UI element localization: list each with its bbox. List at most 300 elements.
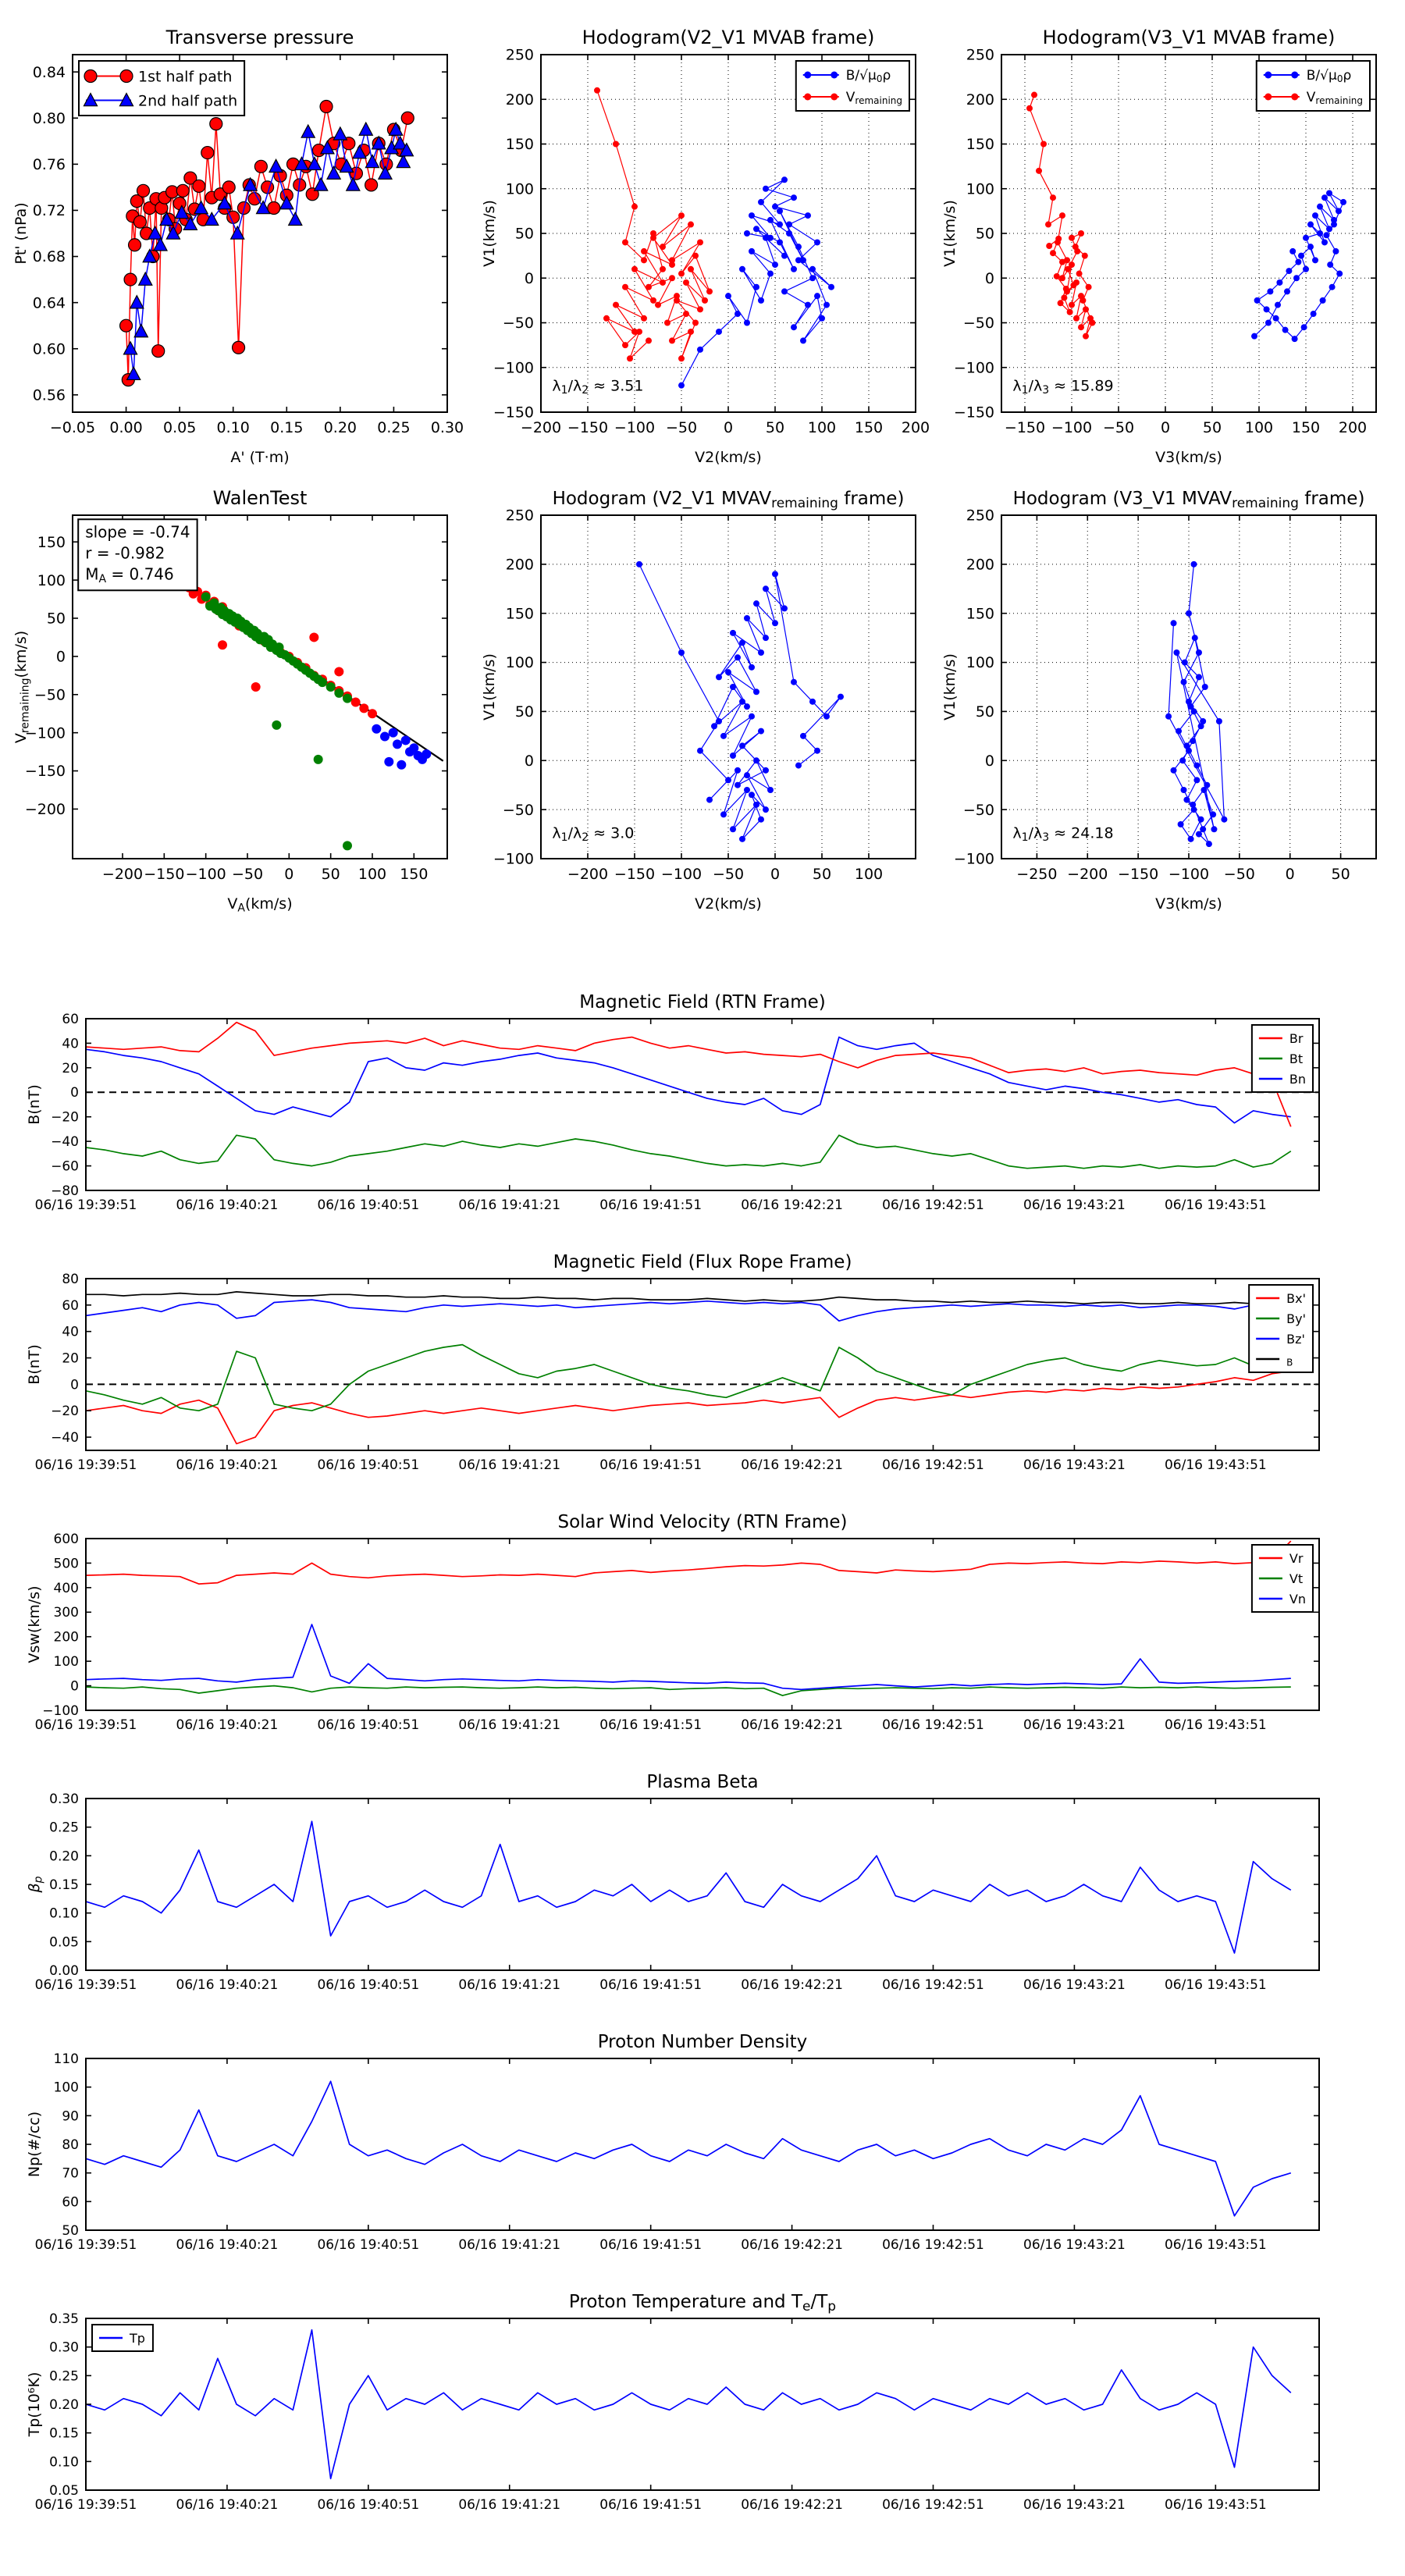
legend-label: B: [1286, 1357, 1293, 1368]
legend-label: Vn: [1289, 1591, 1306, 1606]
hodogram-v3-v1-mvav-xlabel: V3(km/s): [1155, 895, 1222, 913]
hodogram-v3-v1-mvab-ylabel: V1(km/s): [941, 200, 959, 267]
series-2nd half path: [130, 130, 407, 374]
hodogram-v2-v1-mvab-xlabel: V2(km/s): [695, 449, 762, 466]
x-tick-label: 06/16 19:43:21: [1023, 1977, 1126, 1993]
series-Bn: [86, 1037, 1291, 1123]
y-tick-label: 0.30: [49, 1791, 79, 1807]
magnetic-field-flux-rope-series: [86, 1292, 1291, 1444]
x-tick-label: 06/16 19:43:21: [1023, 1197, 1126, 1213]
y-tick-label: −100: [953, 850, 994, 868]
proton-number-density-series: [86, 2081, 1291, 2215]
solar-wind-velocity-legend: [1252, 1545, 1313, 1612]
y-tick-label: 0.20: [49, 2396, 79, 2413]
y-tick-label: 0.25: [49, 1820, 79, 1836]
y-tick-label: 50: [62, 2222, 79, 2239]
legend-label: Bx': [1286, 1290, 1306, 1306]
hodogram-v3-v1-mvab-series: [1026, 92, 1346, 343]
x-tick-label: 0.10: [216, 419, 250, 436]
markers-V remaining: [1026, 92, 1095, 340]
y-tick-label: 60: [62, 1297, 79, 1314]
series-Vr: [86, 1541, 1291, 1584]
x-tick-label: −100: [1168, 866, 1210, 883]
hodogram-v2-v1-mvav-series: [636, 561, 844, 842]
y-tick-label: 200: [505, 91, 534, 109]
y-tick-label: −60: [51, 1158, 79, 1175]
x-tick-label: −50: [712, 866, 745, 883]
x-tick-label: 06/16 19:40:51: [317, 2237, 420, 2253]
x-tick-label: 06/16 19:42:21: [741, 1977, 843, 1993]
hodogram-v2-v1-mvab-title: Hodogram(V2_V1 MVAB frame): [582, 27, 875, 48]
hodogram-v3-v1-mvav-annotation: λ1/λ3 ≈ 24.18: [1012, 824, 1114, 844]
proton-number-density-title: Proton Number Density: [597, 2032, 808, 2052]
y-tick-label: −100: [493, 850, 534, 868]
y-tick-label: 50: [975, 225, 994, 243]
y-tick-label: 0: [55, 648, 66, 666]
y-tick-label: −100: [24, 724, 66, 742]
x-tick-label: 06/16 19:41:21: [458, 1717, 561, 1733]
y-tick-label: 110: [53, 2051, 79, 2067]
y-tick-label: −50: [34, 686, 66, 704]
x-tick-label: 100: [854, 866, 884, 883]
plasma-beta-ylabel: βp: [26, 1876, 45, 1893]
y-tick-label: −200: [24, 801, 66, 819]
y-tick-label: 250: [505, 46, 534, 64]
x-tick-label: 06/16 19:42:51: [882, 2497, 984, 2513]
y-tick-label: −20: [51, 1404, 79, 1420]
x-tick-label: 150: [1291, 419, 1321, 436]
y-tick-label: 40: [62, 1324, 79, 1340]
y-tick-label: 250: [505, 507, 534, 525]
x-tick-label: 150: [400, 866, 429, 883]
y-tick-label: 50: [514, 225, 534, 243]
x-tick-label: −250: [1016, 866, 1058, 883]
magnetic-field-flux-rope-legend: [1249, 1285, 1313, 1372]
series-B/√μ0ρ: [681, 180, 831, 385]
y-tick-label: 80: [62, 2137, 79, 2153]
x-tick-label: 06/16 19:40:21: [176, 2497, 279, 2513]
magnetic-field-rtn-series: [86, 1023, 1291, 1169]
x-tick-label: −200: [567, 866, 609, 883]
y-tick-label: 60: [62, 2194, 79, 2211]
walen-test-series: [164, 571, 443, 850]
legend-label: Bz': [1286, 1331, 1305, 1347]
x-tick-label: 06/16 19:40:21: [176, 1977, 279, 1993]
y-tick-label: 600: [53, 1531, 79, 1547]
legend-label: By': [1286, 1311, 1306, 1326]
x-tick-label: 06/16 19:42:51: [882, 1457, 984, 1473]
y-tick-label: 150: [966, 136, 994, 154]
x-tick-label: 06/16 19:43:21: [1023, 1717, 1126, 1733]
x-tick-label: −50: [1223, 866, 1255, 883]
hodogram-v2-v1-mvab-ylabel: V1(km/s): [481, 200, 498, 267]
x-tick-label: −150: [614, 866, 656, 883]
markers-1st half path: [120, 100, 414, 386]
x-tick-label: 50: [812, 866, 832, 883]
series-Bt: [86, 1135, 1291, 1168]
legend-label: Vremaining: [1306, 90, 1363, 107]
x-tick-label: 0: [723, 419, 734, 436]
x-tick-label: 06/16 19:41:21: [458, 1197, 561, 1213]
series-Np: [86, 2081, 1291, 2215]
y-tick-label: 0: [984, 269, 994, 287]
magnetic-field-flux-rope-ylabel: B(nT): [26, 1344, 43, 1385]
y-tick-label: 50: [46, 610, 66, 628]
x-tick-label: 06/16 19:41:51: [599, 2237, 702, 2253]
x-tick-label: 100: [357, 866, 387, 883]
y-tick-label: 0: [984, 752, 994, 770]
x-tick-label: −150: [1118, 866, 1159, 883]
solar-wind-velocity-series: [86, 1541, 1291, 1695]
y-tick-label: 50: [514, 703, 534, 721]
y-tick-label: 0.76: [32, 156, 66, 174]
x-tick-label: 06/16 19:40:21: [176, 2237, 279, 2253]
y-tick-label: 0.05: [49, 2482, 79, 2499]
x-tick-label: 06/16 19:43:51: [1164, 1197, 1267, 1213]
transverse-pressure-xlabel: A' (T·m): [230, 449, 290, 466]
x-tick-label: 06/16 19:41:21: [458, 1457, 561, 1473]
y-tick-label: 0: [524, 269, 534, 287]
y-tick-label: 0.15: [49, 1877, 79, 1893]
hodogram-v2-v1-mvab-chart: [475, 6, 943, 494]
hodogram-v3-v1-mvab-title: Hodogram(V3_V1 MVAB frame): [1042, 27, 1336, 48]
x-tick-label: 0.00: [109, 419, 143, 436]
hodogram-v3-v1-mvav-chart: [935, 461, 1403, 945]
solar-wind-velocity-title: Solar Wind Velocity (RTN Frame): [557, 1512, 848, 1532]
x-tick-label: 06/16 19:43:21: [1023, 2497, 1126, 2513]
hodogram-v2-v1-mvav-title: Hodogram (V2_V1 MVAVremaining frame): [552, 489, 905, 512]
series-B/√μ0ρ: [1168, 564, 1224, 844]
magnetic-field-rtn-title: Magnetic Field (RTN Frame): [579, 992, 826, 1012]
x-tick-label: 150: [854, 419, 884, 436]
x-tick-label: 0: [1285, 866, 1295, 883]
y-tick-label: 0.84: [32, 63, 66, 81]
x-tick-label: −100: [660, 866, 702, 883]
hodogram-v3-v1-mvav-ylabel: V1(km/s): [941, 653, 959, 720]
y-tick-label: 100: [53, 1654, 79, 1670]
x-tick-label: 200: [901, 419, 930, 436]
series-Vn: [86, 1624, 1291, 1689]
magnetic-field-flux-rope-title: Magnetic Field (Flux Rope Frame): [553, 1252, 852, 1272]
x-tick-label: 06/16 19:41:51: [599, 1457, 702, 1473]
x-tick-label: 06/16 19:39:51: [34, 1717, 137, 1733]
x-tick-label: 06/16 19:43:51: [1164, 2497, 1267, 2513]
x-tick-label: 06/16 19:40:51: [317, 1717, 420, 1733]
x-tick-label: −150: [567, 419, 609, 436]
y-tick-label: −50: [502, 315, 534, 333]
markers-B/√μ0ρ: [1165, 561, 1227, 847]
hodogram-v3-v1-mvab-xlabel: V3(km/s): [1155, 449, 1222, 466]
x-tick-label: 06/16 19:42:51: [882, 2237, 984, 2253]
series-Tp: [86, 2330, 1291, 2479]
series-Vt: [86, 1686, 1291, 1696]
solar-wind-velocity-chart: [0, 1503, 1405, 1745]
x-tick-label: 06/16 19:39:51: [34, 2497, 137, 2513]
y-tick-label: 0.72: [32, 202, 66, 220]
x-tick-label: −0.05: [49, 419, 96, 436]
x-tick-label: 06/16 19:42:51: [882, 1717, 984, 1733]
x-tick-label: 50: [1202, 419, 1222, 436]
hodogram-v3-v1-mvav-title: Hodogram (V3_V1 MVAVremaining frame): [1012, 489, 1365, 512]
x-tick-label: 06/16 19:41:21: [458, 1977, 561, 1993]
hodogram-v2-v1-mvav-annotation: λ1/λ2 ≈ 3.0: [552, 824, 635, 844]
y-tick-label: 0.10: [49, 2454, 79, 2471]
y-tick-label: 250: [966, 46, 994, 64]
y-tick-label: 0.64: [32, 294, 66, 312]
markers-B/√μ0ρ: [636, 561, 844, 842]
y-tick-label: 150: [505, 136, 534, 154]
proton-temperature-chart: [0, 2283, 1405, 2525]
x-tick-label: 100: [807, 419, 837, 436]
legend-label: Bn: [1289, 1071, 1306, 1087]
x-tick-label: −100: [185, 866, 226, 883]
y-tick-label: 200: [966, 91, 994, 109]
y-tick-label: 80: [62, 1271, 79, 1287]
x-tick-label: −150: [144, 866, 185, 883]
series-By': [86, 1345, 1291, 1411]
y-tick-label: −50: [502, 801, 534, 819]
magnetic-field-rtn-chart: [0, 984, 1405, 1226]
x-tick-label: −50: [1102, 419, 1135, 436]
y-tick-label: 0: [70, 1377, 79, 1393]
y-tick-label: 0.00: [49, 1962, 79, 1979]
x-tick-label: 06/16 19:42:51: [882, 1197, 984, 1213]
y-tick-label: 20: [62, 1060, 79, 1076]
y-tick-label: −40: [51, 1134, 79, 1151]
y-tick-label: 100: [966, 180, 994, 198]
y-tick-label: 0.60: [32, 340, 66, 358]
x-tick-label: 0.25: [377, 419, 411, 436]
x-tick-label: −200: [1067, 866, 1108, 883]
y-tick-label: 150: [505, 605, 534, 623]
y-tick-label: −100: [42, 1703, 79, 1719]
y-tick-label: 100: [505, 180, 534, 198]
y-tick-label: −50: [962, 801, 994, 819]
plasma-beta-title: Plasma Beta: [646, 1772, 759, 1792]
series-Bx': [86, 1372, 1291, 1444]
x-tick-label: 06/16 19:41:51: [599, 1977, 702, 1993]
axes-frame: [86, 2058, 1319, 2230]
x-tick-label: 50: [321, 866, 340, 883]
x-tick-label: 06/16 19:39:51: [34, 1197, 137, 1213]
y-tick-label: 0: [70, 1678, 79, 1695]
markers-B/√μ0ρ: [1251, 190, 1346, 342]
transverse-pressure-chart: [6, 6, 475, 494]
y-tick-label: 0.35: [49, 2311, 79, 2327]
series-Br: [86, 1023, 1291, 1127]
y-tick-label: 200: [505, 556, 534, 574]
x-tick-label: 100: [1244, 419, 1274, 436]
transverse-pressure-series: [120, 100, 414, 386]
y-tick-label: 50: [975, 703, 994, 721]
y-tick-label: 0: [70, 1085, 79, 1101]
y-tick-label: 100: [53, 2080, 79, 2096]
x-tick-label: 06/16 19:43:51: [1164, 1977, 1267, 1993]
hodogram-v2-v1-mvav-xlabel: V2(km/s): [695, 895, 762, 913]
transverse-pressure-legend: [79, 61, 244, 116]
axes-frame: [86, 1019, 1319, 1190]
plasma-beta-series: [86, 1821, 1291, 1953]
transverse-pressure-title: Transverse pressure: [165, 27, 354, 48]
x-tick-label: 200: [1338, 419, 1368, 436]
legend-label: 1st half path: [138, 68, 233, 86]
x-tick-label: −100: [614, 419, 656, 436]
x-tick-label: 06/16 19:42:21: [741, 2497, 843, 2513]
y-tick-label: 0.15: [49, 2425, 79, 2442]
x-tick-label: 06/16 19:41:21: [458, 2237, 561, 2253]
hodogram-v3-v1-mvav-series: [1165, 561, 1227, 847]
y-tick-label: 60: [62, 1011, 79, 1027]
x-tick-label: 06/16 19:42:51: [882, 1977, 984, 1993]
annotation-line: slope = -0.74: [85, 522, 190, 542]
legend-label: Tp: [130, 2330, 145, 2346]
x-tick-label: 06/16 19:43:21: [1023, 2237, 1126, 2253]
y-tick-label: 200: [53, 1629, 79, 1646]
y-tick-label: 100: [505, 654, 534, 672]
x-tick-label: 06/16 19:42:21: [741, 1717, 843, 1733]
x-tick-label: 06/16 19:40:51: [317, 1457, 420, 1473]
x-tick-label: 06/16 19:41:51: [599, 1717, 702, 1733]
y-tick-label: 40: [62, 1036, 79, 1052]
x-tick-label: 06/16 19:40:21: [176, 1717, 279, 1733]
y-tick-label: 0.30: [49, 2339, 79, 2356]
walen-test-ylabel: Vremaining(km/s): [12, 630, 32, 744]
x-tick-label: 06/16 19:39:51: [34, 1457, 137, 1473]
proton-number-density-chart: [0, 2023, 1405, 2265]
legend-label: 2nd half path: [138, 92, 238, 110]
y-tick-label: 200: [966, 556, 994, 574]
legend-label: Br: [1289, 1030, 1304, 1046]
magnetic-field-rtn-ylabel: B(nT): [26, 1084, 43, 1125]
axes-frame: [86, 2318, 1319, 2490]
y-tick-label: 0.20: [49, 1848, 79, 1865]
y-tick-label: −100: [953, 359, 994, 377]
hodogram-v2-v1-mvab-legend: [796, 61, 909, 111]
y-tick-label: 150: [966, 605, 994, 623]
legend-label: Vt: [1289, 1571, 1304, 1586]
hodogram-v2-v1-mvab-series: [594, 87, 834, 389]
x-tick-label: 0: [284, 866, 294, 883]
y-tick-label: −80: [51, 1183, 79, 1199]
annotation-line: MA = 0.746: [85, 564, 174, 585]
proton-temperature-legend: [92, 2325, 153, 2351]
x-tick-label: 06/16 19:43:51: [1164, 1717, 1267, 1733]
legend-label: B/√μ0ρ: [1306, 68, 1352, 85]
y-tick-label: 500: [53, 1556, 79, 1572]
proton-temperature-title: Proton Temperature and Te/Tp: [568, 2292, 837, 2315]
transverse-pressure-ylabel: Pt' (nPa): [12, 202, 30, 265]
hodogram-v2-v1-mvab-annotation: λ1/λ2 ≈ 3.51: [552, 377, 644, 397]
y-tick-label: 0.80: [32, 109, 66, 127]
x-tick-label: 50: [765, 419, 785, 436]
hodogram-v2-v1-mvav-ylabel: V1(km/s): [481, 653, 498, 720]
x-tick-label: −50: [231, 866, 264, 883]
x-tick-label: 06/16 19:40:51: [317, 1977, 420, 1993]
x-tick-label: 06/16 19:40:51: [317, 1197, 420, 1213]
y-tick-label: 0.10: [49, 1905, 79, 1922]
magnetic-field-rtn-legend: [1252, 1025, 1313, 1092]
y-tick-label: 150: [37, 533, 66, 551]
x-tick-label: 06/16 19:40:21: [176, 1197, 279, 1213]
x-tick-label: 06/16 19:43:21: [1023, 1457, 1126, 1473]
proton-temperature-series: [86, 2330, 1291, 2479]
walen-test-xlabel: VA(km/s): [227, 895, 293, 915]
y-tick-label: 0.56: [32, 386, 66, 404]
y-tick-label: 400: [53, 1580, 79, 1596]
x-tick-label: 06/16 19:39:51: [34, 2237, 137, 2253]
series-beta_p: [86, 1821, 1291, 1953]
x-tick-label: 06/16 19:42:21: [741, 1457, 843, 1473]
y-tick-label: 100: [966, 654, 994, 672]
y-tick-label: −150: [493, 404, 534, 422]
x-tick-label: 0.30: [430, 419, 464, 436]
y-tick-label: −20: [51, 1109, 79, 1126]
walen-test-chart: [6, 461, 475, 945]
x-tick-label: 50: [1331, 866, 1350, 883]
x-tick-label: −100: [1051, 419, 1093, 436]
x-tick-label: −200: [101, 866, 144, 883]
hodogram-v3-v1-mvab-chart: [935, 6, 1403, 494]
hodogram-v3-v1-mvab-legend: [1257, 61, 1370, 111]
axes-frame: [86, 1799, 1319, 1970]
y-tick-label: 0.05: [49, 1934, 79, 1951]
x-tick-label: 0.20: [323, 419, 357, 436]
solar-wind-velocity-ylabel: Vsw(km/s): [26, 1585, 43, 1663]
legend-label: Vremaining: [845, 90, 902, 107]
axes-frame: [86, 1539, 1319, 1710]
y-tick-label: −50: [962, 315, 994, 333]
x-tick-label: 06/16 19:43:51: [1164, 1457, 1267, 1473]
y-tick-label: 0.68: [32, 248, 66, 266]
x-tick-label: 0.15: [270, 419, 304, 436]
y-tick-label: 90: [62, 2108, 79, 2125]
plasma-beta-chart: [0, 1763, 1405, 2005]
x-tick-label: 06/16 19:41:21: [458, 2497, 561, 2513]
x-tick-label: 06/16 19:40:21: [176, 1457, 279, 1473]
y-tick-label: −150: [953, 404, 994, 422]
y-tick-label: 100: [37, 571, 66, 589]
x-tick-label: 06/16 19:41:51: [599, 2497, 702, 2513]
walen-test-title: WalenTest: [212, 487, 308, 509]
magnetic-field-flux-rope-chart: [0, 1244, 1405, 1485]
x-tick-label: 0: [1160, 419, 1171, 436]
x-tick-label: −200: [520, 419, 562, 436]
x-tick-label: 06/16 19:39:51: [34, 1977, 137, 1993]
y-tick-label: 300: [53, 1605, 79, 1621]
x-tick-label: 06/16 19:42:21: [741, 2237, 843, 2253]
y-tick-label: 250: [966, 507, 994, 525]
markers-green points: [201, 592, 352, 851]
x-tick-label: 0.05: [162, 419, 197, 436]
x-tick-label: −50: [665, 419, 698, 436]
proton-number-density-ylabel: Np(#/cc): [26, 2111, 43, 2178]
markers-2nd half path: [124, 123, 414, 379]
x-tick-label: 06/16 19:42:21: [741, 1197, 843, 1213]
x-tick-label: 06/16 19:41:51: [599, 1197, 702, 1213]
x-tick-label: 06/16 19:40:51: [317, 2497, 420, 2513]
y-tick-label: −100: [493, 359, 534, 377]
legend-label: B/√μ0ρ: [845, 68, 891, 85]
x-tick-label: 06/16 19:43:51: [1164, 2237, 1267, 2253]
x-tick-label: 0: [770, 866, 781, 883]
hodogram-v2-v1-mvav-chart: [475, 461, 943, 945]
y-tick-label: −150: [24, 763, 66, 781]
legend-label: Bt: [1289, 1051, 1304, 1066]
proton-temperature-ylabel: Tp(10⁶K): [26, 2371, 43, 2437]
x-tick-label: −150: [1004, 419, 1046, 436]
y-tick-label: 20: [62, 1350, 79, 1367]
y-tick-label: −40: [51, 1430, 79, 1446]
